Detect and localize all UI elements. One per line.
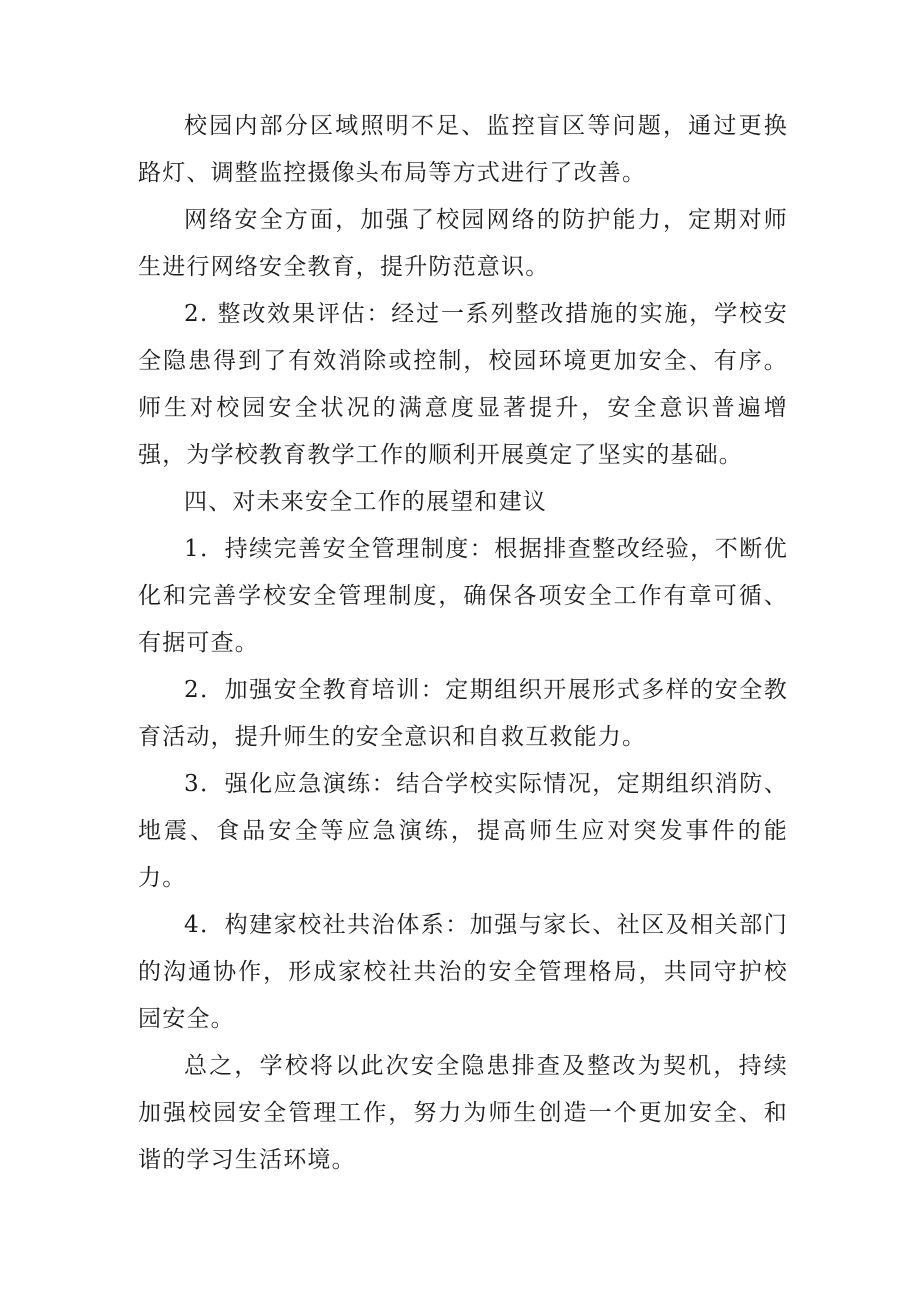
paragraph-rectification-evaluation: 2. 整改效果评估：经过一系列整改措施的实施，学校安全隐患得到了有效消除或控制，校园环境更加安全、有序。师生对校园安全状况的满意度显著提升，安全意识普遍增强，为学校教育教学工作的顺利开展奠定了坚实的基础。 <box>138 301 788 468</box>
paragraph-lighting-monitoring: 校园内部分区域照明不足、监控盲区等问题，通过更换路灯、调整监控摄像头布局等方式进行了改善。 <box>138 113 788 186</box>
section-heading-future-outlook: 四、对未来安全工作的展望和建议 <box>184 489 547 515</box>
paragraph-suggestion-3: 3．强化应急演练：结合学校实际情况，定期组织消防、地震、食品安全等应急演练，提高师生应对突发事件的能力。 <box>138 771 788 891</box>
paragraph-suggestion-2: 2．加强安全教育培训：定期组织开展形式多样的安全教育活动，提升师生的安全意识和自救互救能力。 <box>138 677 788 750</box>
document-body <box>138 103 788 1184</box>
paragraph-suggestion-4: 4．构建家校社共治体系：加强与家长、社区及相关部门的沟通协作，形成家校社共治的安全管理格局，共同守护校园安全。 <box>138 912 788 1032</box>
paragraph-network-security: 网络安全方面，加强了校园网络的防护能力，定期对师生进行网络安全教育，提升防范意识。 <box>138 207 788 280</box>
paragraph-suggestion-1: 1．持续完善安全管理制度：根据排查整改经验，不断优化和完善学校安全管理制度，确保各项安全工作有章可循、有据可查。 <box>138 536 788 656</box>
paragraph-conclusion: 总之，学校将以此次安全隐患排查及整改为契机，持续加强校园安全管理工作，努力为师生创造一个更加安全、和谐的学习生活环境。 <box>138 1053 788 1173</box>
